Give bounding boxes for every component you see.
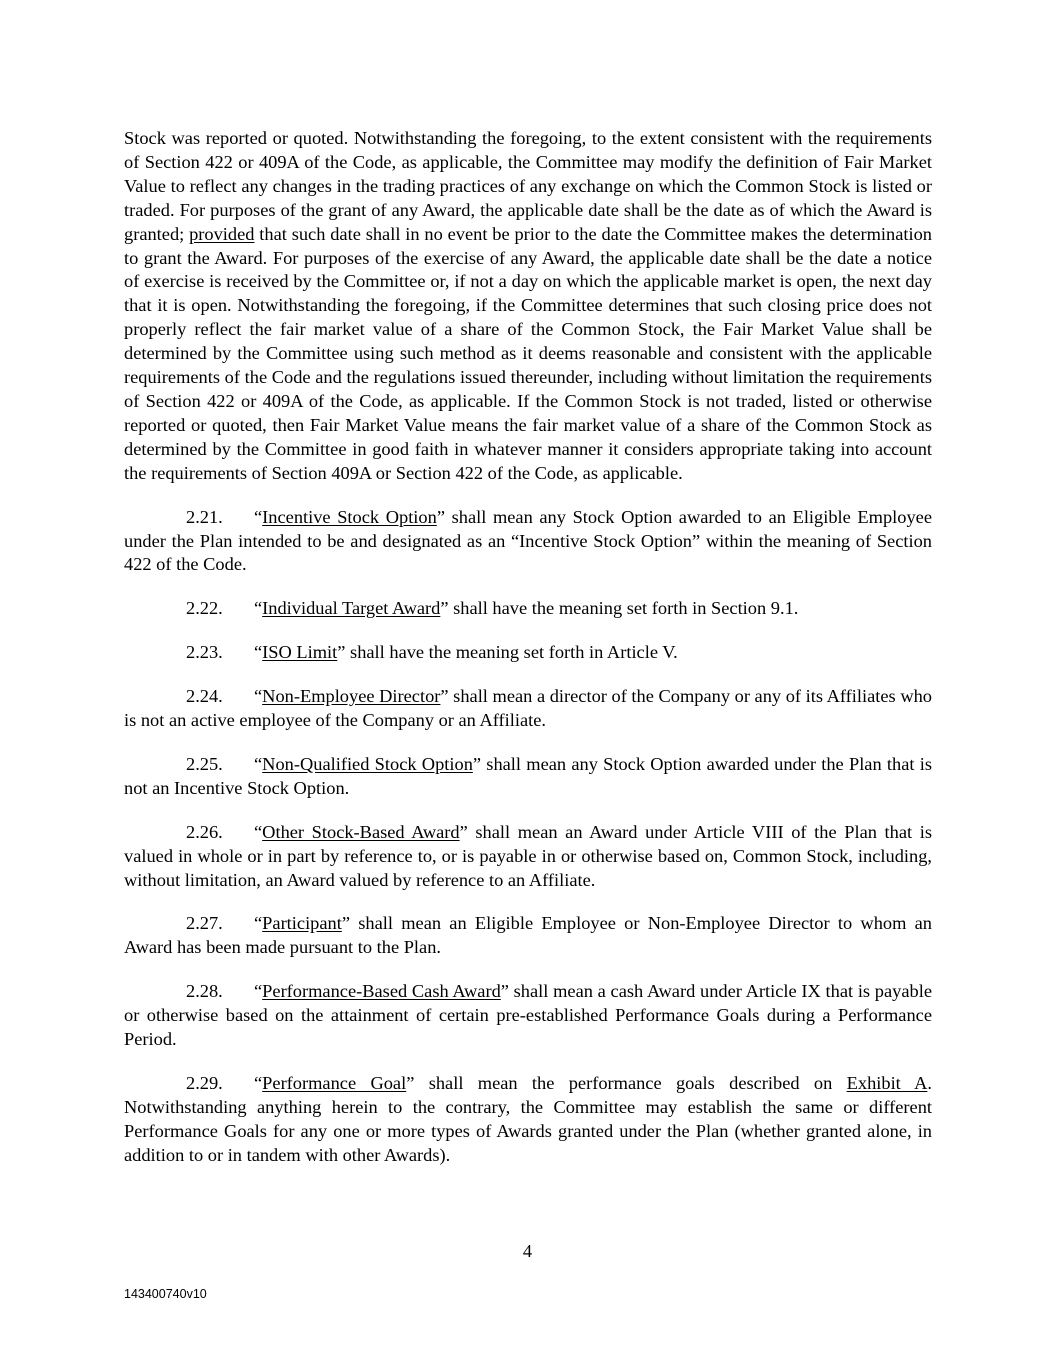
definition-text: ” shall mean any Stock Option awarded to an Eligible Employee under the Plan intended to be and designated as an “Incentive Stock Option” within the meaning of Section 422 of the Code.	[124, 506, 932, 575]
definition-text-continued: . Notwithstanding anything herein to the contrary, the Committee may establish the same or different Performance Goals for any one or more types of Awards granted under the Plan (whether granted alone, in addition to or in tandem with other Awards).	[124, 1073, 932, 1165]
definition-number: 2.24.	[186, 686, 223, 707]
definition-number: 2.29.	[186, 1073, 223, 1093]
defined-term: Non-Employee Director	[262, 686, 441, 707]
definition-number: 2.26.	[186, 821, 223, 842]
definition-2-26: 2.26. “Other Stock-Based Award” shall mean an Award under Article VIII of the Plan that is valued in whole or in part by reference to, or is payable in or otherwise based on, Common Stock, including, without limitation, an Award valued by reference to an Affiliate.	[124, 821, 933, 890]
definition-number: 2.27.	[186, 913, 223, 934]
definition-number: 2.25.	[186, 753, 223, 774]
defined-term: Incentive Stock Option	[262, 506, 437, 527]
definition-2-24: 2.24. “Non-Employee Director” shall mean a director of the Company or any of its Affiliates who is not an active employee of the Company or an Affiliate.	[124, 686, 932, 731]
definition-2-22: 2.22. “Individual Target Award” shall have the meaning set forth in Section 9.1.	[124, 597, 932, 621]
definition-2-28: 2.28. “Performance-Based Cash Award” shall mean a cash Award under Article IX that is payable or otherwise based on the attainment of certain pre-established Performance Goals during a Performance Period.	[124, 981, 932, 1050]
defined-term: Individual Target Award	[262, 598, 441, 619]
definition-text: ” shall mean an Award under Article VIII of the Plan that is valued in whole or in part by reference to, or is payable in or otherwise based on, Common Stock, including, without limitation, an Award valued by reference to an Affiliate.	[124, 821, 933, 890]
defined-term: Other Stock-Based Award	[262, 821, 460, 842]
continuation-text-1: Stock was reported or quoted. Notwithstanding the foregoing, to the extent consistent with the requirements of Section 422 or 409A of the Code, as applicable, the Committee may modify the definition of Fair Market Value to reflect any changes in the trading practices of any exchange on which the Common Stock is listed or traded. For purposes of the grant of any Award, the applicable date shall be the date as of which the Award is granted;	[124, 128, 932, 244]
definition-text: ” shall mean an Eligible Employee or Non-Employee Director to whom an Award has been made pursuant to the Plan.	[124, 913, 932, 958]
definition-text: ” shall mean a director of the Company or any of its Affiliates who is not an active employee of the Company or an Affiliate.	[124, 686, 932, 731]
document-body	[124, 127, 932, 1188]
exhibit-reference: Exhibit A	[846, 1073, 928, 1093]
defined-term: ISO Limit	[262, 642, 338, 663]
definition-2-29: 2.29. “Performance Goal” shall mean the performance goals described on Exhibit A. Notwithstanding anything herein to the contrary, the Committee may establish the same or different Performance Goals for any one or more types of Awards granted under the Plan (whether granted alone, in addition to or in tandem with other Awards).	[124, 1073, 932, 1165]
definition-text: ” shall mean the performance goals described on	[406, 1073, 847, 1093]
definition-text: ” shall have the meaning set forth in Section 9.1.	[440, 598, 799, 619]
definition-2-25: 2.25. “Non-Qualified Stock Option” shall mean any Stock Option awarded under the Plan that is not an Incentive Stock Option.	[124, 753, 932, 798]
page-number: 4	[522, 1241, 533, 1261]
definition-number: 2.28.	[186, 981, 223, 1002]
definition-text: ” shall mean a cash Award under Article IX that is payable or otherwise based on the attainment of certain pre-established Performance Goals during a Performance Period.	[124, 981, 932, 1050]
definition-number: 2.22.	[186, 598, 223, 619]
provided-term: provided	[189, 223, 255, 244]
definition-text: ” shall mean any Stock Option awarded under the Plan that is not an Incentive Stock Option.	[124, 753, 932, 798]
definition-text: ” shall have the meaning set forth in Article V.	[337, 642, 678, 663]
document-id: 143400740v10	[124, 1287, 207, 1301]
defined-term: Performance Goal	[262, 1073, 407, 1093]
continuation-paragraph	[124, 127, 932, 486]
definition-2-21: 2.21. “Incentive Stock Option” shall mean any Stock Option awarded to an Eligible Employee under the Plan intended to be and designated as an “Incentive Stock Option” within the meaning of Section 422 of the Code.	[124, 506, 932, 575]
continuation-text-2: that such date shall in no event be prior to the date the Committee makes the determination to grant the Award. For purposes of the exercise of any Award, the applicable date shall be the date a notice of exercise is received by the Committee or, if not a day on which the applicable market is open, the next day that it is open. Notwithstanding the foregoing, if the Committee determines that such closing price does not properly reflect the fair market value of a share of the Common Stock, the Fair Market Value shall be determined by the Committee using such method as it deems reasonable and consistent with the applicable requirements of the Code and the regulations issued thereunder, including without limitation the requirements of Section 422 or 409A of the Code, as applicable. If the Common Stock is not traded, listed or otherwise reported or quoted, then Fair Market Value means the fair market value of a share of the Common Stock as determined by the Committee in good faith in whatever manner it considers appropriate taking into account the requirements of Section 409A or Section 422 of the Code, as applicable.	[124, 223, 932, 483]
defined-term: Participant	[262, 913, 342, 934]
definition-2-23: 2.23. “ISO Limit” shall have the meaning set forth in Article V.	[124, 641, 932, 665]
defined-term: Non-Qualified Stock Option	[262, 753, 473, 774]
definition-2-27: 2.27. “Participant” shall mean an Eligible Employee or Non-Employee Director to whom an Award has been made pursuant to the Plan.	[124, 913, 932, 958]
definition-number: 2.21.	[186, 506, 223, 527]
definition-number: 2.23.	[186, 642, 223, 663]
defined-term: Performance-Based Cash Award	[262, 981, 501, 1002]
